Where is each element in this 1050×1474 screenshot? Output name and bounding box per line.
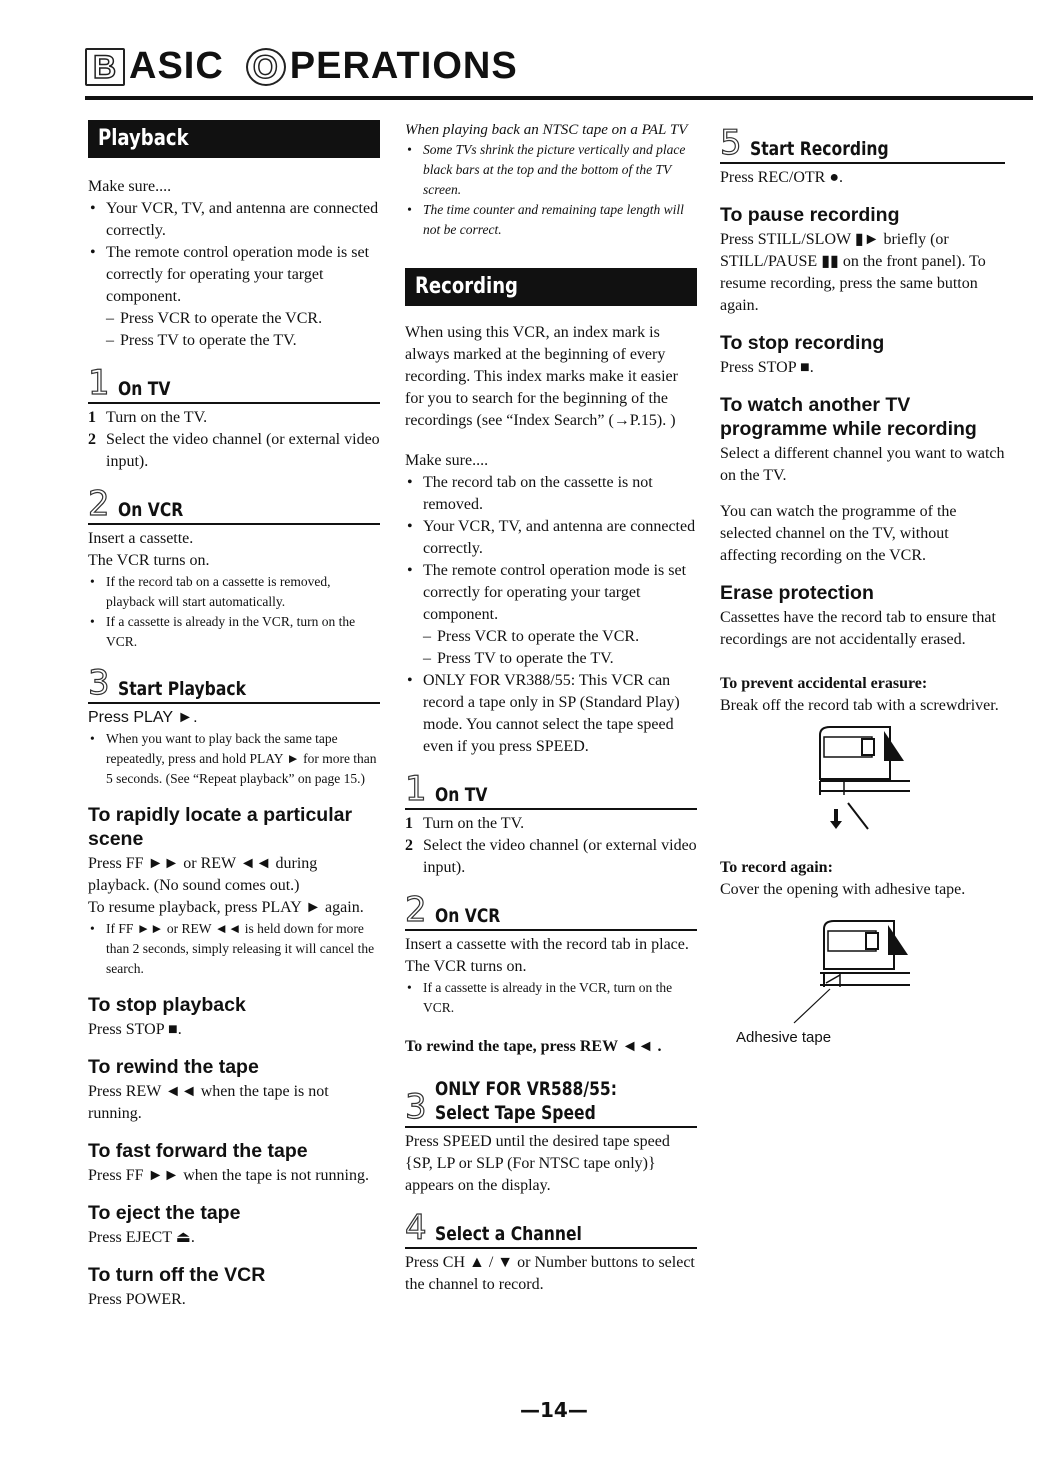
list-item: • The remote control operation mode is set correctly for operating your target component. [423,560,697,626]
make-sure-label: Make sure.... [88,178,172,195]
text-line: Insert a cassette with the record tab in place. [405,936,689,953]
step-2-header [88,481,380,525]
dash-item: – Press VCR to operate the VCR. [106,308,380,330]
text-line: Press STILL/SLOW ▮► briefly (or STILL/PAUSE ▮▮ on the front panel). To resume recording, press the same button again. [720,231,986,314]
rewind-line: To rewind the tape, press REW ◄◄ . [405,1038,662,1055]
text-line: Press EJECT ⏏. [88,1229,195,1246]
intro-paragraph: When using this VCR, an index mark is always marked at the beginning of every recording. This index marks make it easier for you to search for the beginning of the recordings (see “Index Search” (→P.15). ) [405,324,678,429]
text-line: To resume playback, press PLAY ► again. [88,899,364,916]
cassette-adhesive-tape-illustration [790,917,990,1027]
text-line: You can watch the programme of the selected channel on the TV, without affecting recording on the VCR. [720,503,957,564]
step-title: Start Recording [750,138,889,160]
step-number: 3 [405,1087,427,1127]
section-heading: To watch another TV programme while recording [720,394,977,440]
step-title: ONLY FOR VR588/55: Select Tape Speed [435,1078,617,1124]
list-item: • If a cassette is already in the VCR, turn on the VCR. [423,978,697,1018]
checklist [405,670,697,758]
text-line: Press STOP ■. [88,1021,182,1038]
list-item: • ONLY FOR VR388/55: This VCR can record a tape only in SP (Standard Play) mode. You cannot select the tape speed even if you press SPEED. [423,670,697,758]
prevent-heading: To prevent accidental erasure: [720,675,928,692]
section-heading: To rapidly locate a particular scene [88,804,353,850]
list-item: • If a cassette is already in the VCR, turn on the VCR. [106,612,380,652]
text-line: Press STOP ■. [720,359,814,376]
title-rule [85,96,1033,100]
step-title: On VCR [435,905,501,927]
cassette-break-tab-illustration [800,723,1000,853]
title-word-1: ASIC [129,45,224,87]
step-number: 5 [720,123,742,163]
notes-list [88,919,380,979]
text-line: Press REW ◄◄ when the tape is not running. [88,1083,329,1122]
text-line: Press PLAY ►. [88,709,198,726]
list-item: 1 Turn on the TV. [88,409,208,426]
list-item: 1 Turn on the TV. [405,815,525,832]
section-heading: To rewind the tape [88,1056,259,1078]
text-line: The VCR turns on. [405,958,527,975]
recording-column [405,120,697,1296]
step-3-header [405,1066,697,1128]
step-title: Select a Channel [435,1223,582,1245]
step-title: On TV [118,378,171,400]
text-line: Press CH ▲ / ▼ or Number buttons to select the channel to record. [405,1254,695,1293]
section-heading: To turn off the VCR [88,1264,266,1286]
list-item: • Your VCR, TV, and antenna are connected correctly. [106,198,380,242]
list-item: 2 Select the video channel (or external video input). [88,431,380,470]
adhesive-tape-label: Adhesive tape [736,1029,832,1046]
recording-banner: Recording [405,268,697,306]
list-item: • The time counter and remaining tape length will not be correct. [423,200,697,240]
text-line: Insert a cassette. [88,530,194,547]
title-word-2: PERATIONS [289,45,518,87]
step-title: Start Playback [118,678,246,700]
step-number: 2 [88,484,110,524]
step-number: 3 [88,663,110,703]
list-item: • The record tab on the cassette is not removed. [423,472,697,516]
step-number: 1 [88,363,110,403]
title-letter-o: O [246,48,286,86]
list-item: 2 Select the video channel (or external video input). [405,837,697,876]
text-line: Cassettes have the record tab to ensure that recordings are not accidentally erased. [720,609,996,648]
dash-item: – Press TV to operate the TV. [106,330,380,352]
text-line: Press POWER. [88,1291,186,1308]
checklist [88,198,380,308]
text-line: Press REC/OTR ●. [720,169,844,186]
text-line: Break off the record tab with a screwdriver. [720,697,999,714]
text-line: Select a different channel you want to watch on the TV. [720,445,1005,484]
notes-list [88,729,380,789]
step-1-header [405,766,697,810]
step-number: 4 [405,1208,427,1248]
dash-item: – Press VCR to operate the VCR. [423,626,697,648]
dash-item: – Press TV to operate the TV. [423,648,697,670]
step-5-header [720,120,1005,164]
ntsc-heading: When playing back an NTSC tape on a PAL TV [405,122,688,138]
list-item: • The remote control operation mode is set correctly for operating your target component. [106,242,380,308]
playback-column [88,120,380,1311]
section-heading: To pause recording [720,204,900,226]
playback-banner: Playback [88,120,380,158]
text-line: The VCR turns on. [88,552,210,569]
step-title: On VCR [118,499,184,521]
list-item: • When you want to play back the same tape repeatedly, press and hold PLAY ► for more than 5 seconds. (See “Repeat playback” on page 15.) [106,729,380,789]
make-sure-label: Make sure.... [405,452,489,469]
text-line: Press FF ►► when the tape is not running. [88,1167,369,1184]
step-number: 1 [405,769,427,809]
section-heading: To eject the tape [88,1202,241,1224]
page-number: —14— [520,1398,588,1422]
step-list [88,407,380,473]
section-heading: Erase protection [720,582,874,604]
text-line: Cover the opening with adhesive tape. [720,881,966,898]
section-heading: To stop recording [720,332,885,354]
list-item: • Your VCR, TV, and antenna are connected correctly. [423,516,697,560]
step-2-header [405,887,697,931]
page-title [85,45,518,88]
notes-list [405,140,697,240]
title-letter-b: B [85,48,125,86]
text-line: Press SPEED until the desired tape speed {SP, LP or SLP (For NTSC tape only)} appears on the display. [405,1133,670,1194]
list-item: • If FF ►► or REW ◄◄ is held down for more than 2 seconds, simply releasing it will cancel the search. [106,919,380,979]
step-number: 2 [405,890,427,930]
record-again-heading: To record again: [720,859,833,876]
recording-column-continued [720,120,1005,1049]
notes-list [405,978,697,1018]
step-list [405,813,697,879]
list-item: • If the record tab on a cassette is removed, playback will start automatically. [106,572,380,612]
section-heading: To fast forward the tape [88,1140,308,1162]
step-title: On TV [435,784,488,806]
notes-list [88,572,380,652]
text-line: Press FF ►► or REW ◄◄ during playback. (No sound comes out.) [88,855,318,894]
list-item: • Some TVs shrink the picture vertically and place black bars at the top and the bottom of the TV screen. [423,140,697,200]
section-heading: To stop playback [88,994,246,1016]
step-3-header [88,660,380,704]
step-4-header [405,1205,697,1249]
step-1-header [88,360,380,404]
checklist [405,472,697,626]
